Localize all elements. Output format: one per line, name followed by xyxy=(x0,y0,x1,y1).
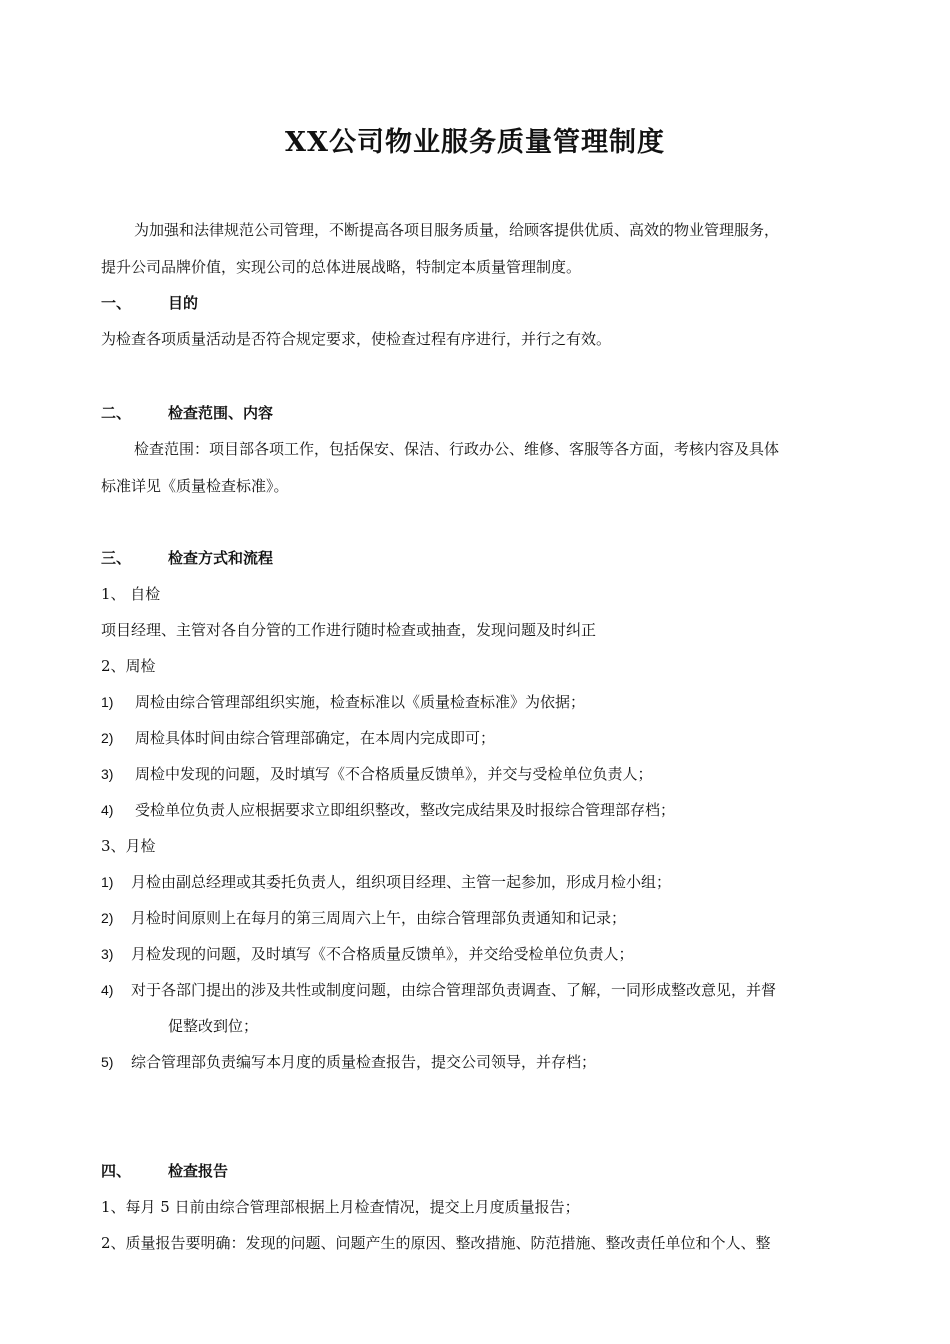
section-2-line-2: 标准详见《质量检查标准》。 xyxy=(101,477,289,495)
section-3-title: 检查方式和流程 xyxy=(168,549,274,567)
monthly-item-3 xyxy=(101,944,634,964)
intro-line-1: 为加强和法律规范公司管理，不断提高各项目服务质量，给顾客提供优质、高效的物业管理服务， xyxy=(134,221,780,239)
section-4-line-1: 1、每月 5 日前由综合管理部根据上月检查情况，提交上月度质量报告； xyxy=(101,1198,580,1216)
weekly-check-heading: 2、周检 xyxy=(101,657,156,675)
monthly-check-heading: 3、月检 xyxy=(101,837,156,855)
list-text: 周检具体时间由综合管理部确定，在本周内完成即可； xyxy=(135,729,496,747)
monthly-item-1 xyxy=(101,872,671,892)
self-check-heading: 1、 自检 xyxy=(101,585,161,603)
section-4-number: 四、 xyxy=(101,1162,132,1180)
list-number: 4) xyxy=(101,982,114,998)
list-text: 对于各部门提出的涉及共性或制度问题，由综合管理部负责调查、了解，一同形成整改意见，并督 xyxy=(131,981,777,999)
weekly-item-4 xyxy=(101,800,675,820)
list-text: 月检发现的问题，及时填写《不合格质量反馈单》，并交给受检单位负责人； xyxy=(131,945,634,963)
weekly-item-2 xyxy=(101,728,495,748)
document-title: XX公司物业服务质量管理制度 xyxy=(285,127,665,158)
section-1-heading xyxy=(101,293,198,313)
monthly-item-4 xyxy=(101,980,776,1000)
section-2-number: 二、 xyxy=(101,404,132,422)
monthly-item-4-continued: 促整改到位； xyxy=(168,1017,259,1035)
weekly-item-3 xyxy=(101,764,653,784)
list-number: 3) xyxy=(101,946,114,962)
list-text: 周检中发现的问题，及时填写《不合格质量反馈单》，并交与受检单位负责人； xyxy=(135,765,653,783)
section-2-heading xyxy=(101,403,273,423)
list-number: 4) xyxy=(101,802,114,818)
list-number: 1) xyxy=(101,694,114,710)
intro-line-2: 提升公司品牌价值，实现公司的总体进展战略，特制定本质量管理制度。 xyxy=(101,258,582,276)
section-4-heading xyxy=(101,1161,228,1181)
section-1-number: 一、 xyxy=(101,294,132,312)
list-number: 2) xyxy=(101,910,114,926)
list-number: 3) xyxy=(101,766,114,782)
list-text: 受检单位负责人应根据要求立即组织整改，整改完成结果及时报综合管理部存档； xyxy=(135,801,676,819)
section-1-text: 为检查各项质量活动是否符合规定要求，使检查过程有序进行，并行之有效。 xyxy=(101,330,612,348)
list-number: 1) xyxy=(101,874,114,890)
weekly-item-1 xyxy=(101,692,585,712)
section-3-heading xyxy=(101,548,273,568)
section-1-title: 目的 xyxy=(168,294,199,312)
list-text: 月检时间原则上在每月的第三周周六上午，由综合管理部负责通知和记录； xyxy=(131,909,627,927)
section-3-number: 三、 xyxy=(101,549,132,567)
section-2-line-1: 检查范围：项目部各项工作，包括保安、保洁、行政办公、维修、客服等各方面，考核内容及具体 xyxy=(134,440,780,458)
monthly-item-2 xyxy=(101,908,626,928)
section-4-title: 检查报告 xyxy=(168,1162,229,1180)
list-text: 周检由综合管理部组织实施，检查标准以《质量检查标准》为依据； xyxy=(135,693,586,711)
self-check-text: 项目经理、主管对各自分管的工作进行随时检查或抽查，发现问题及时纠正 xyxy=(101,621,597,639)
list-number: 2) xyxy=(101,730,114,746)
list-number: 5) xyxy=(101,1054,114,1070)
section-2-title: 检查范围、内容 xyxy=(168,404,274,422)
list-text: 月检由副总经理或其委托负责人，组织项目经理、主管一起参加，形成月检小组； xyxy=(131,873,672,891)
list-text: 综合管理部负责编写本月度的质量检查报告，提交公司领导，并存档； xyxy=(131,1053,597,1071)
section-4-line-2: 2、质量报告要明确：发现的问题、问题产生的原因、整改措施、防范措施、整改责任单位和个人、整 xyxy=(101,1234,771,1252)
monthly-item-5 xyxy=(101,1052,596,1072)
